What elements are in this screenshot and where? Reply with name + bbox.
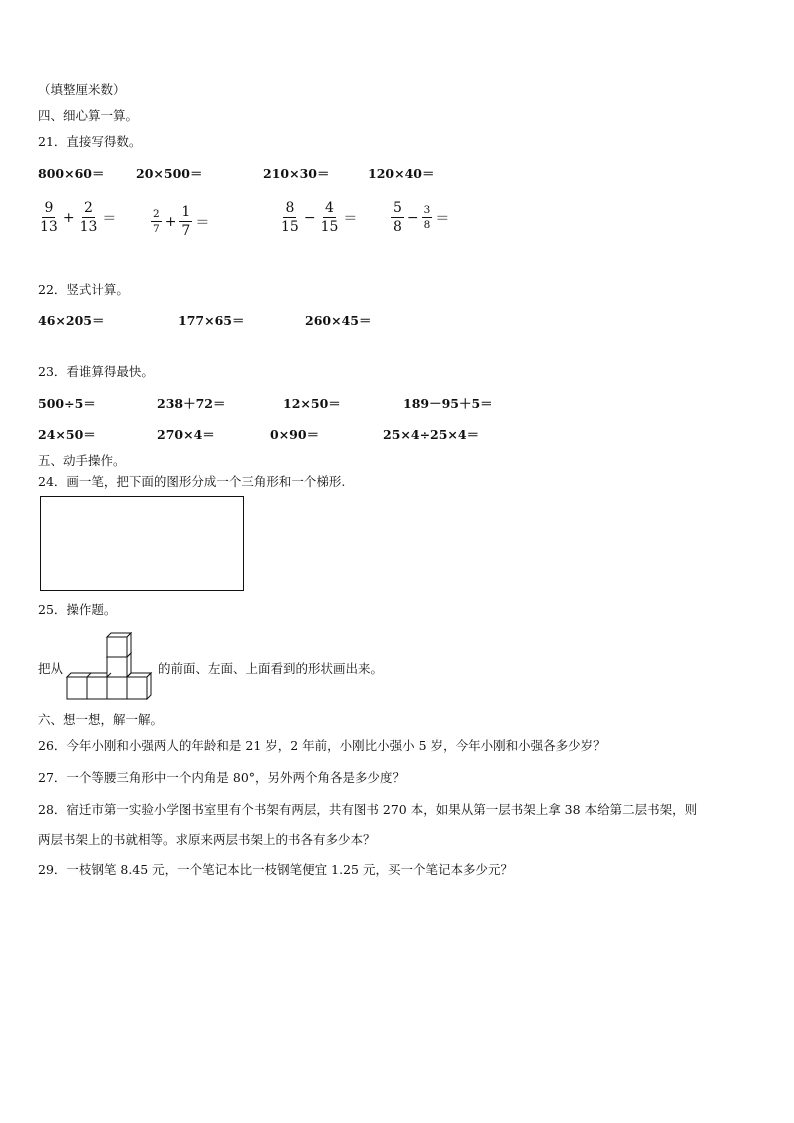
q21-fraction-1: [38, 201, 119, 234]
top-note: （填整厘米数）: [38, 82, 126, 97]
q23-row1-item-4: 189－95＋5＝: [403, 396, 493, 411]
q24-title: 24．画一笔，把下面的图形分成一个三角形和一个梯形.: [38, 474, 346, 489]
numerator: 1: [181, 204, 191, 220]
operator: −: [303, 209, 316, 226]
numerator: 2: [84, 200, 93, 216]
q21-fraction-3: [279, 201, 360, 234]
q22-item-2: 177×65＝: [178, 313, 245, 328]
q22-title: 22．竖式计算。: [38, 282, 129, 297]
operator: +: [164, 213, 177, 230]
q24-rectangle[interactable]: [40, 496, 244, 591]
operator: −: [406, 209, 419, 226]
q28-text-line2: 两层书架上的书就相等。求原来两层书架上的书各有多少本？: [38, 832, 376, 847]
q23-row1-item-2: 238＋72＝: [157, 396, 226, 411]
section-5-heading: 五、动手操作。: [38, 453, 126, 468]
section-6-heading: 六、想一想，解一解。: [38, 712, 164, 727]
numerator: 2: [151, 209, 162, 223]
q23-row1-item-1: 500÷5＝: [38, 396, 96, 411]
denominator: 7: [181, 223, 191, 239]
numerator: 9: [44, 200, 54, 216]
q21-item-1: 800×60＝: [38, 166, 105, 181]
q23-row2-item-2: 270×4＝: [157, 427, 215, 442]
q21-item-2: 20×500＝: [136, 166, 203, 181]
q27-text: 27．一个等腰三角形中一个内角是 80°，另外两个角各是多少度？: [38, 770, 406, 785]
q21-item-3: 210×30＝: [263, 166, 330, 181]
q22-item-1: 46×205＝: [38, 313, 105, 328]
q21-title: 21．直接写得数。: [38, 134, 142, 149]
q26-text: 26．今年小刚和小强两人的年龄和是 21 岁，2 年前，小刚比小强小 5 岁，今年小刚和小强各多少岁？: [38, 738, 606, 753]
numerator: 4: [325, 200, 334, 216]
q28-text-line1: 28．宿迁市第一实验小学图书室里有个书架有两层，共有图书 270 本，如果从第一层书架上拿 38 本给第二层书架，则: [38, 802, 698, 817]
denominator: 8: [393, 219, 402, 235]
q22-item-3: 260×45＝: [305, 313, 372, 328]
denominator: 8: [423, 219, 431, 231]
q29-text: 29．一枝钢笔 8.45 元，一个笔记本比一枝钢笔便宜 1.25 元，买一个笔记本多少元？: [38, 862, 513, 877]
q25-title: 25．操作题。: [38, 602, 117, 617]
q23-title: 23．看谁算得最快。: [38, 364, 154, 379]
denominator: 15: [320, 219, 339, 235]
denominator: 15: [281, 219, 299, 235]
q25-suffix: 的前面、左面、上面看到的形状画出来。: [158, 661, 384, 676]
equals: ＝: [195, 214, 210, 231]
q23-row2-item-4: 25×4÷25×4＝: [383, 427, 480, 442]
operator: +: [62, 209, 75, 226]
numerator: 3: [422, 205, 433, 219]
denominator: 13: [79, 219, 98, 235]
numerator: 5: [393, 200, 402, 216]
denominator: 7: [153, 223, 160, 235]
q23-row2-item-1: 24×50＝: [38, 427, 96, 442]
denominator: 13: [40, 219, 58, 235]
q21-fraction-4: [391, 201, 452, 234]
equals: ＝: [343, 210, 358, 227]
q23-row1-item-3: 12×50＝: [283, 396, 341, 411]
q21-item-4: 120×40＝: [368, 166, 435, 181]
equals: ＝: [435, 210, 450, 227]
cube-stack-figure: [66, 631, 158, 700]
equals: ＝: [102, 210, 117, 227]
q25-prefix: 把从: [38, 661, 64, 676]
q23-row2-item-3: 0×90＝: [270, 427, 320, 442]
q21-fraction-2: [151, 205, 212, 238]
numerator: 8: [285, 200, 295, 216]
section-4-heading: 四、细心算一算。: [38, 108, 139, 123]
